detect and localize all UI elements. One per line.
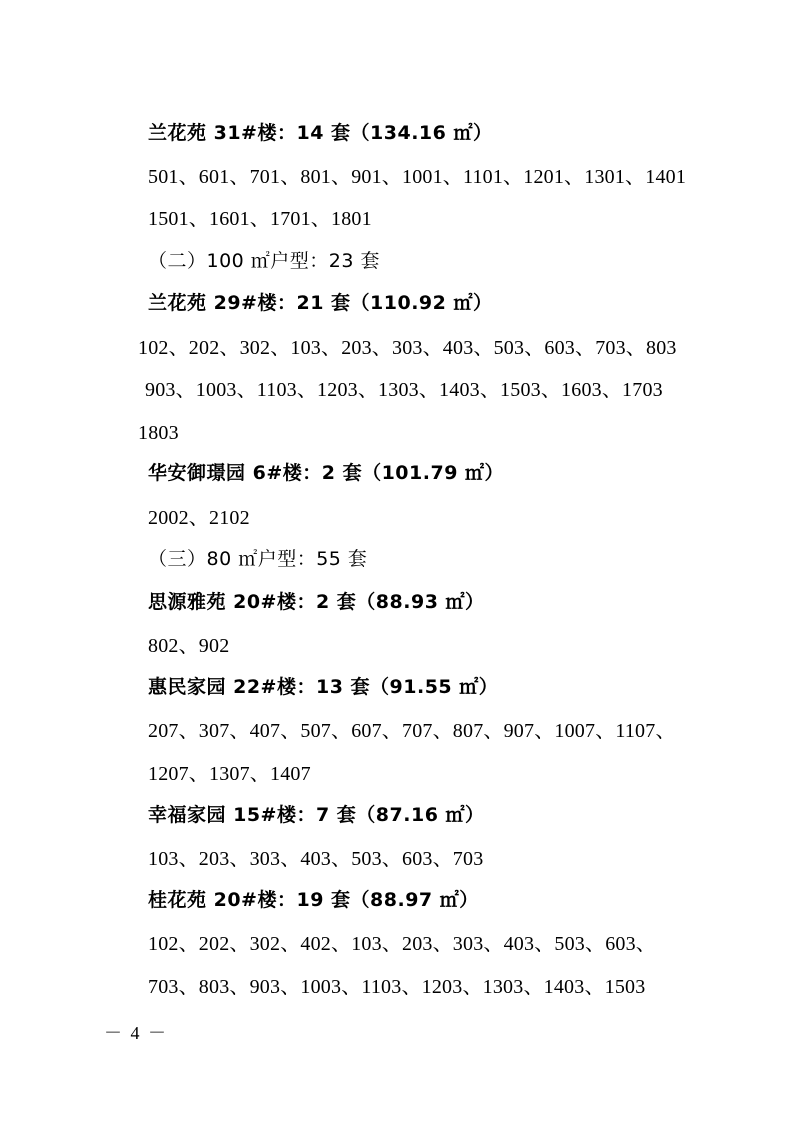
building-heading-huiminjiayuan-22: 惠民家园 22#楼：13 套（91.55 ㎡） xyxy=(148,676,499,698)
unit-list-line: 103、203、303、403、503、603、703 xyxy=(148,848,484,870)
unit-list-line: 1501、1601、1701、1801 xyxy=(148,208,372,230)
building-heading-siyuanyayuan-20: 思源雅苑 20#楼：2 套（88.93 ㎡） xyxy=(148,591,485,613)
page-number: － 4 － xyxy=(104,1023,168,1043)
unit-list-line: 2002、2102 xyxy=(148,507,250,529)
building-heading-xingfujiayuan-15: 幸福家园 15#楼：7 套（87.16 ㎡） xyxy=(148,804,485,826)
unit-list-line: 102、202、302、103、203、303、403、503、603、703、803 xyxy=(138,337,677,359)
unit-list-line: 903、1003、1103、1203、1303、1403、1503、1603、1703 xyxy=(145,379,663,401)
unit-list-line: 802、902 xyxy=(148,635,230,657)
category-heading-100sqm: （二）100 ㎡户型：23 套 xyxy=(148,250,381,272)
unit-list-line: 207、307、407、507、607、707、807、907、1007、1107、 xyxy=(148,720,676,742)
unit-list-line: 703、803、903、1003、1103、1203、1303、1403、1503 xyxy=(148,976,646,998)
unit-list-line: 1207、1307、1407 xyxy=(148,763,311,785)
building-heading-huaanyujingyuan-6: 华安御璟园 6#楼：2 套（101.79 ㎡） xyxy=(148,462,505,484)
unit-list-line: 501、601、701、801、901、1001、1101、1201、1301、1401 xyxy=(148,166,687,188)
building-heading-guihuayuan-20: 桂花苑 20#楼：19 套（88.97 ㎡） xyxy=(148,889,479,911)
category-heading-80sqm: （三）80 ㎡户型：55 套 xyxy=(148,548,368,570)
unit-list-line: 102、202、302、402、103、203、303、403、503、603、 xyxy=(148,933,656,955)
building-heading-lanhuayuan-29: 兰花苑 29#楼：21 套（110.92 ㎡） xyxy=(148,292,493,314)
unit-list-line: 1803 xyxy=(138,422,179,444)
building-heading-lanhuayuan-31: 兰花苑 31#楼：14 套（134.16 ㎡） xyxy=(148,122,493,144)
